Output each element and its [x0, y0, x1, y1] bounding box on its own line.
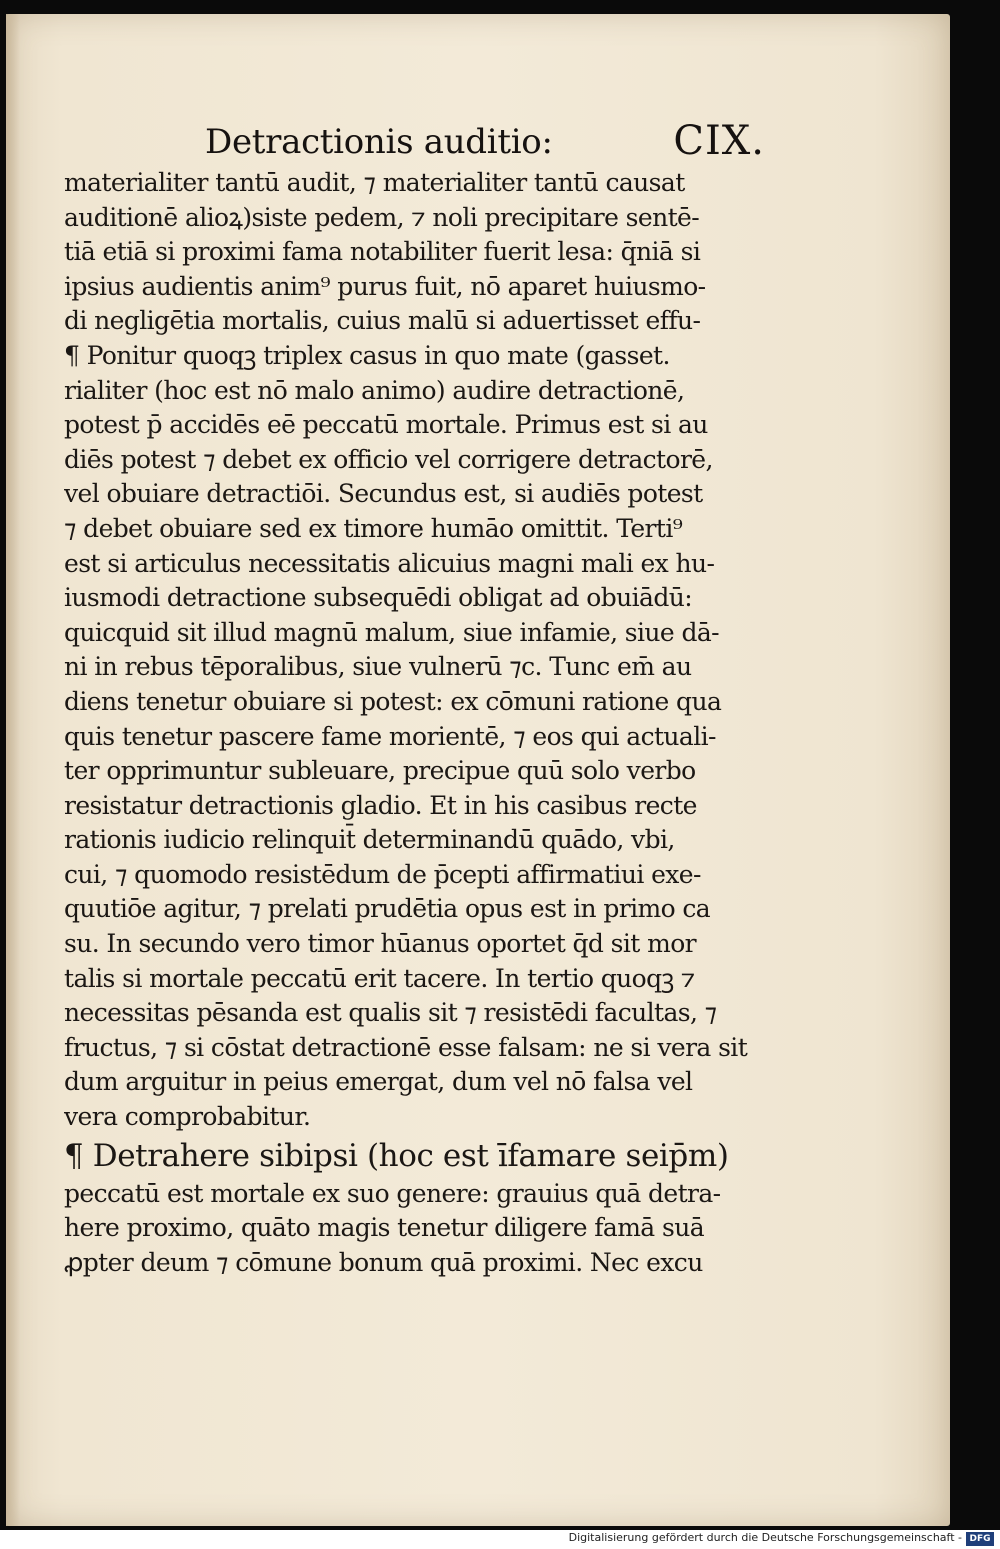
text-line: vel obuiare detractiōi. Secundus est, si audiēs potest [64, 479, 703, 509]
text-line: quutiōe agitur, ⁊ prelati prudētia opus est in primo ca [64, 894, 711, 924]
text-line: rialiter (hoc est nō malo animo) audire detractionē, [64, 375, 685, 405]
funding-credit: Digitalisierung gefördert durch die Deutsche Forschungsgemeinschaft - [568, 1531, 962, 1544]
text-line: ¶ Ponitur quoqꝫ triplex casus in quo mate (gasset. [64, 340, 670, 370]
text-line: dum arguitur in peius emergat, dum vel nō falsa vel [64, 1067, 693, 1097]
text-line: resistatur detractionis gladio. Et in his casibus recte [64, 790, 697, 820]
digitization-footer [0, 1530, 1000, 1549]
text-line: fructus, ⁊ si cōstat detractionē esse falsam: ne si vera sit [64, 1032, 748, 1062]
page-gutter-shadow [6, 14, 20, 1526]
folio-number: CIX. [673, 118, 765, 164]
text-line: quicquid sit illud magnū malum, siue infamie, siue dā- [64, 617, 720, 647]
text-line: vera comprobabitur. [64, 1102, 311, 1132]
body-text [64, 166, 774, 1280]
text-line: quis tenetur pascere fame morientē, ⁊ eos qui actuali- [64, 721, 716, 751]
text-line: materialiter tantū audit, ⁊ materialiter tantū causat [64, 168, 685, 197]
text-line: here proximo, quāto magis tenetur diligere famā suā [64, 1213, 704, 1243]
text-line: su. In secundo vero timor hūanus oportet q̄d sit mor [64, 929, 696, 959]
text-line: ipsius audientis anim⁹ purus fuit, nō aparet huiusmo- [64, 271, 706, 301]
text-line: iusmodi detractione subsequēdi obligat ad obuiādū: [64, 583, 693, 613]
text-line: ⁊ debet obuiare sed ex timore humāo omittit. Terti⁹ [64, 513, 683, 543]
text-line: potest p̄ accidēs eē peccatū mortale. Primus est si au [64, 410, 708, 440]
dfg-logo-icon: DFG [966, 1532, 994, 1546]
text-line: rationis iudicio relinquit̄ determinandū quādo, vbi, [64, 825, 675, 855]
text-line: est si articulus necessitatis alicuius magni mali ex hu- [64, 548, 715, 578]
text-line: diēs potest ⁊ debet ex officio vel corrigere detractorē, [64, 444, 713, 474]
text-line: talis si mortale peccatū erit tacere. In tertio quoqꝫ ⁊ [64, 963, 695, 993]
text-line: ꝓpter deum ⁊ cōmune bonum quā proximi. Nec excu [64, 1247, 703, 1277]
text-line: di negligētia mortalis, cuius malū si aduertisset effu- [64, 306, 701, 336]
text-line: auditionē alioꝝ)siste pedem, ⁊ noli precipitare sentē- [64, 202, 700, 232]
text-line: tiā etiā si proximi fama notabiliter fuerit lesa: q̄niā si [64, 237, 701, 267]
text-line: cui, ⁊ quomodo resistēdum de p̄cepti affirmatiui exe- [64, 859, 701, 889]
text-line: ni in rebus tēporalibus, siue vulnerū ⁊c. Tunc em̄ au [64, 652, 692, 682]
page-header [205, 118, 765, 168]
text-line: ter opprimuntur subleuare, precipue quū solo verbo [64, 756, 696, 786]
text-line: necessitas pēsanda est qualis sit ⁊ resistēdi facultas, ⁊ [64, 998, 717, 1028]
text-line: peccatū est mortale ex suo genere: grauius quā detra- [64, 1178, 721, 1208]
text-line: diens tenetur obuiare si potest: ex cōmuni ratione qua [64, 686, 722, 716]
paragraph-opening-line: ¶ Detrahere sibipsi (hoc est īfamare seip̄m) [64, 1137, 729, 1174]
running-title: Detractionis auditio: [205, 122, 553, 162]
